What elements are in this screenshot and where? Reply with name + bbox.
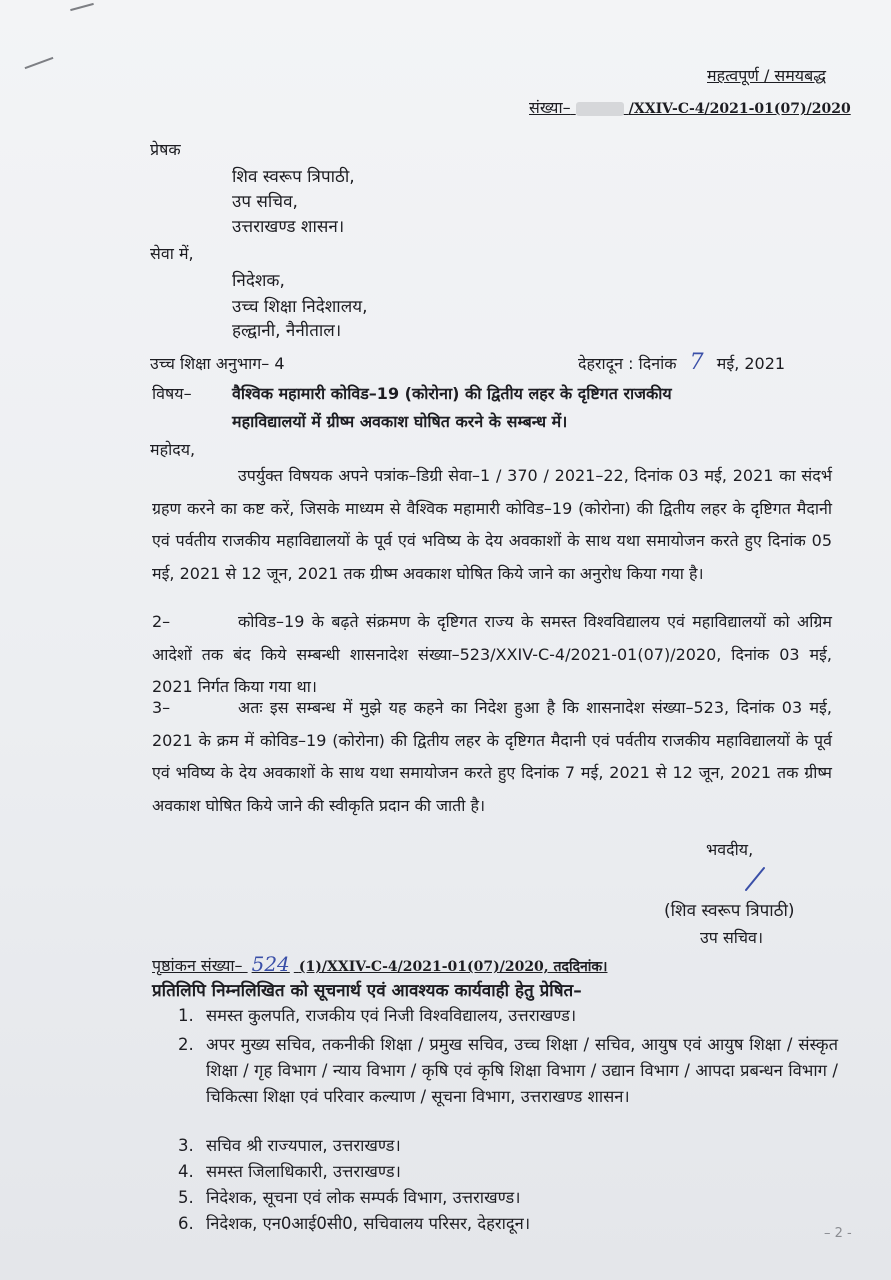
sender-label: प्रेषक — [150, 140, 181, 159]
list-item-text: समस्त जिलाधिकारी, उत्तराखण्ड। — [206, 1162, 401, 1181]
pen-mark — [70, 3, 94, 11]
list-item — [178, 1004, 838, 1028]
closing-designation: उप सचिव। — [700, 928, 764, 947]
list-item-text: अपर मुख्य सचिव, तकनीकी शिक्षा / प्रमुख सचिव, उच्च शिक्षा / सचिव, आयुष एवं आयुष शिक्षा / संस्कृत शिक्षा / गृह विभाग / न्याय विभाग / कृषि एवं कृषि शिक्षा विभाग / उद्यान विभाग / आपदा प्रबन्धन विभाग / चिकित्सा शिक्षा एवं परिवार कल्याण / सूचना विभाग, उत्तराखण्ड शासन। — [206, 1035, 838, 1106]
paragraph-3-text: अतः इस सम्बन्ध में मुझे यह कहने का निदेश हुआ है कि शासनादेश संख्या–523, दिनांक 03 मई, 2021 के क्रम में कोविड–19 (कोरोना) की द्वितीय लहर के दृष्टिगत मैदानी एवं पर्वतीय राजकीय महाविद्यालयों के पूर्व एवं भविष्य के देय अवकाशों के साथ यथा समायोजन करते हुए दिनांक 7 मई, 2021 से 12 जून, 2021 तक ग्रीष्म अवकाश घोषित किये जाने की स्वीकृति प्रदान की जाती है। — [152, 698, 832, 815]
list-item-number: 4. — [178, 1162, 194, 1181]
list-item-text: निदेशक, एन0आई0सी0, सचिवालय परिसर, देहरादून। — [206, 1214, 531, 1233]
list-item-number: 3. — [178, 1136, 194, 1155]
endorsement-number-handwritten: 524 — [251, 952, 290, 976]
subject-line-2: महाविद्यालयों में ग्रीष्म अवकाश घोषित करने के सम्बन्ध में। — [232, 412, 568, 431]
subject-line-1: वैश्विक महामारी कोविड–19 (कोरोना) की द्वितीय लहर के दृष्टिगत राजकीय — [232, 384, 672, 403]
endorsement-suffix: (1)/XXIV-C-4/2021-01(07)/2020, तददिनांक। — [298, 959, 608, 975]
sender-office: उत्तराखण्ड शासन। — [232, 217, 345, 237]
paragraph-1 — [152, 460, 832, 590]
sender-name: शिव स्वरूप त्रिपाठी, — [232, 167, 355, 187]
list-item-text: समस्त कुलपति, राजकीय एवं निजी विश्वविद्यालय, उत्तराखण्ड। — [206, 1006, 577, 1025]
recipient-name: निदेशक, — [232, 271, 285, 291]
endorsement-number-line — [152, 952, 607, 976]
salutation: महोदय, — [150, 440, 196, 459]
pen-mark — [25, 57, 54, 69]
paragraph-2 — [152, 606, 832, 704]
page-marker: – 2 - — [824, 1226, 852, 1241]
paragraph-2-number: 2– — [152, 612, 171, 631]
recipient-office: उच्च शिक्षा निदेशालय, — [232, 297, 368, 317]
date-line — [578, 350, 785, 375]
date-prefix: देहरादून : दिनांक — [578, 354, 677, 373]
section-label: उच्च शिक्षा अनुभाग– 4 — [150, 354, 285, 373]
reference-number — [529, 96, 851, 118]
recipient-place: हल्द्वानी, नैनीताल। — [232, 321, 342, 341]
list-item-number: 5. — [178, 1188, 194, 1207]
closing-name: (शिव स्वरूप त्रिपाठी) — [664, 901, 795, 921]
endorsement-prefix: पृष्ठांकन संख्या– — [152, 956, 243, 975]
list-item — [178, 1212, 838, 1236]
closing-yours: भवदीय, — [706, 840, 754, 859]
date-rest: मई, 2021 — [716, 354, 786, 373]
paragraph-3 — [152, 692, 832, 822]
date-day-handwritten: 7 — [689, 350, 704, 375]
list-item — [178, 1032, 838, 1110]
paragraph-3-number: 3– — [152, 698, 171, 717]
priority-label: महत्वपूर्ण / समयबद्ध — [707, 66, 827, 85]
list-item — [178, 1160, 838, 1184]
list-item-number: 1. — [178, 1006, 194, 1025]
recipient-label: सेवा में, — [150, 244, 194, 263]
list-item-text: सचिव श्री राज्यपाल, उत्तराखण्ड। — [206, 1136, 401, 1155]
paragraph-1-text: उपर्युक्त विषयक अपने पत्रांक–डिग्री सेवा–1 / 370 / 2021–22, दिनांक 03 मई, 2021 का संदर्भ ग्रहण करने का कष्ट करें, जिसके माध्यम से वैश्विक महामारी कोविड–19 (कोरोना) की द्वितीय लहर के दृष्टिगत मैदानी एवं पर्वतीय राजकीय महाविद्यालयों के पूर्व एवं भविष्य के देय अवकाशों के साथ यथा समायोजन करते हुए दिनांक 05 मई, 2021 से 12 जून, 2021 तक ग्रीष्म अवकाश घोषित किये जाने का अनुरोध किया गया है। — [152, 466, 832, 583]
subject-label: विषय– — [152, 384, 192, 403]
sender-designation: उप सचिव, — [232, 192, 298, 212]
list-item-number: 2. — [178, 1035, 194, 1054]
list-item — [178, 1134, 838, 1158]
reference-suffix: /XXIV-C-4/2021-01(07)/2020 — [628, 101, 851, 117]
reference-prefix: संख्या– — [529, 98, 571, 117]
list-item-number: 6. — [178, 1214, 194, 1233]
paragraph-2-text: कोविड–19 के बढ़ते संक्रमण के दृष्टिगत राज्य के समस्त विश्वविद्यालय एवं महाविद्यालयों को अग्रिम आदेशों तक बंद किये सम्बन्धी शासनादेश संख्या–523/XXIV-C-4/2021-01(07)/2020, दिनांक 03 मई, 2021 निर्गत किया गया था। — [152, 612, 832, 696]
list-item-text: निदेशक, सूचना एवं लोक सम्पर्क विभाग, उत्तराखण्ड। — [206, 1188, 521, 1207]
signature-mark — [742, 864, 772, 894]
redaction-smudge — [576, 102, 624, 116]
list-item — [178, 1186, 838, 1210]
endorsement-intro: प्रतिलिपि निम्नलिखित को सूचनार्थ एवं आवश्यक कार्यवाही हेतु प्रेषित– — [152, 981, 582, 1001]
